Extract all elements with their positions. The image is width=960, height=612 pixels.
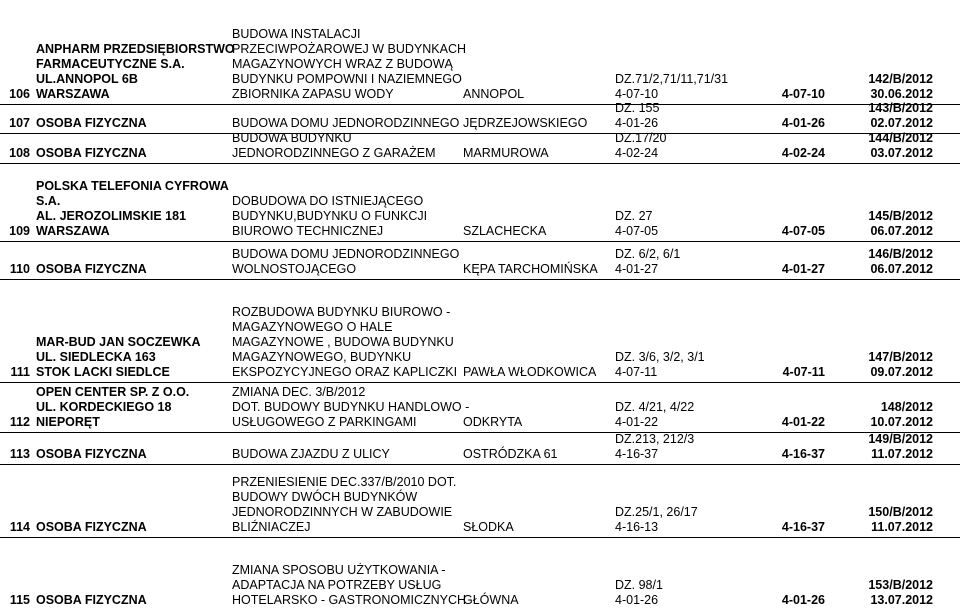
date-line: 4-01-26 xyxy=(781,593,825,607)
table-row xyxy=(0,133,960,163)
investor-line: ANPHARM PRZEDSIĘBIORSTWO xyxy=(36,42,235,56)
row-number: 113 xyxy=(9,447,30,461)
date-line: 4-07-11 xyxy=(782,365,825,379)
description-line: JEDNORODZINNEGO Z GARAŻEM xyxy=(232,146,436,160)
location-cell xyxy=(463,87,524,102)
date-line: 4-07-10 xyxy=(781,87,825,101)
description-cell xyxy=(232,116,459,131)
plot-line: 4-07-10 xyxy=(615,87,659,101)
location-line: MARMUROWA xyxy=(463,146,549,160)
description-line: BUDOWA INSTALACJI xyxy=(232,27,361,41)
decision-number: 143/B/2012 xyxy=(868,101,933,115)
investor-cell xyxy=(36,385,189,430)
investor-cell xyxy=(36,335,201,380)
description-line: BUDOWA DOMU JEDNORODZINNEGO xyxy=(232,247,460,261)
plot-line: DZ. 27 xyxy=(615,209,653,223)
description-line: ZBIORNIKA ZAPASU WODY xyxy=(232,87,394,101)
description-cell xyxy=(232,247,459,277)
description-cell xyxy=(232,194,427,239)
investor-line: OSOBA FIZYCZNA xyxy=(36,262,147,276)
plot-cell xyxy=(615,505,698,535)
plot-line: DZ.17/20 xyxy=(615,131,667,145)
plot-line: 4-16-13 xyxy=(615,520,659,534)
row-number: 109 xyxy=(9,224,30,238)
table-row xyxy=(0,279,960,382)
description-line: MAGAZYNOWYCH WRAZ Z BUDOWĄ xyxy=(232,57,453,71)
investor-line: OSOBA FIZYCZNA xyxy=(36,146,147,160)
decision-date: 11.07.2012 xyxy=(871,520,933,534)
plot-cell xyxy=(615,400,694,430)
row-number: 110 xyxy=(9,262,30,276)
table-row xyxy=(0,537,960,610)
table-row xyxy=(0,382,960,432)
decision-cell xyxy=(868,131,933,161)
description-line: BUDOWA BUDYNKU xyxy=(232,131,352,145)
plot-line: 4-01-26 xyxy=(615,116,659,130)
description-line: JEDNORODZINNYCH W ZABUDOWIE xyxy=(232,505,453,519)
description-line: EKSPOZYCYJNEGO ORAZ KAPLICZKI xyxy=(232,365,458,379)
table-row xyxy=(0,101,960,133)
date-cell xyxy=(782,447,825,462)
description-line: MAGAZYNOWEGO, BUDYNKU xyxy=(232,350,412,364)
description-cell xyxy=(232,385,469,430)
investor-line: FARMACEUTYCZNE S.A. xyxy=(36,57,185,71)
plot-line: 4-01-27 xyxy=(615,262,659,276)
date-line: 4-16-37 xyxy=(781,447,825,461)
plot-line: 4-01-22 xyxy=(615,415,659,429)
description-line: BLIŹNIACZEJ xyxy=(232,520,311,534)
investor-line: OSOBA FIZYCZNA xyxy=(36,447,147,461)
decision-cell xyxy=(868,101,933,131)
investor-cell xyxy=(36,447,147,462)
description-line: ADAPTACJA NA POTRZEBY USŁUG xyxy=(232,578,442,592)
investor-line: STOK LACKI SIEDLCE xyxy=(36,365,170,379)
decision-number: 150/B/2012 xyxy=(868,505,933,519)
decision-date: 09.07.2012 xyxy=(870,365,933,379)
description-line: ZMIANA SPOSOBU UŻYTKOWANIA - xyxy=(232,563,446,577)
investor-line: OPEN CENTER SP. Z O.O. xyxy=(36,385,190,399)
description-line: MAGAZYNOWEGO O HALE xyxy=(232,320,393,334)
table-row xyxy=(0,432,960,464)
plot-cell xyxy=(615,350,705,380)
decision-cell xyxy=(868,505,933,535)
description-cell xyxy=(232,131,435,161)
date-line: 4-01-27 xyxy=(781,262,825,276)
location-cell xyxy=(463,415,522,430)
plot-line: DZ.213, 212/3 xyxy=(615,432,695,446)
description-line: HOTELARSKO - GASTRONOMICZNYCH xyxy=(232,593,467,607)
description-line: PRZECIWPOŻAROWEJ W BUDYNKACH xyxy=(232,42,467,56)
investor-cell xyxy=(36,262,147,277)
investor-line: AL. JEROZOLIMSKIE 181 xyxy=(36,209,187,223)
decision-date: 06.07.2012 xyxy=(870,224,933,238)
decision-cell xyxy=(870,400,933,430)
description-line: DOT. BUDOWY BUDYNKU HANDLOWO - xyxy=(232,400,470,414)
plot-line: DZ. 4/21, 4/22 xyxy=(615,400,695,414)
plot-cell xyxy=(615,578,663,608)
investor-line: WARSZAWA xyxy=(36,224,110,238)
decision-date: 03.07.2012 xyxy=(870,146,933,160)
description-line: PRZENIESIENIE DEC.337/B/2010 DOT. xyxy=(232,475,457,489)
location-line: SŁODKA xyxy=(463,520,514,534)
decision-number: 142/B/2012 xyxy=(868,72,933,86)
date-line: 4-07-05 xyxy=(781,224,825,238)
location-cell xyxy=(463,262,598,277)
plot-line: DZ.25/1, 26/17 xyxy=(615,505,698,519)
decision-number: 149/B/2012 xyxy=(868,432,933,446)
row-number: 114 xyxy=(9,520,30,534)
location-cell xyxy=(463,146,549,161)
plot-cell xyxy=(615,432,694,462)
description-line: BIUROWO TECHNICZNEJ xyxy=(232,224,384,238)
investor-line: OSOBA FIZYCZNA xyxy=(36,116,147,130)
location-line: KĘPA TARCHOMIŃSKA xyxy=(463,262,598,276)
location-cell xyxy=(463,365,596,380)
date-cell xyxy=(782,146,825,161)
table-row xyxy=(0,20,960,104)
date-cell xyxy=(782,224,825,239)
decision-date: 30.06.2012 xyxy=(870,87,933,101)
investor-line: UL.ANNOPOL 6B xyxy=(36,72,138,86)
plot-line: DZ. 98/1 xyxy=(615,578,663,592)
location-line: PAWŁA WŁODKOWICA xyxy=(463,365,597,379)
investor-cell xyxy=(36,116,147,131)
date-line: 4-02-24 xyxy=(781,146,825,160)
description-line: DOBUDOWA DO ISTNIEJĄCEGO xyxy=(232,194,424,208)
investor-line: POLSKA TELEFONIA CYFROWA xyxy=(36,179,229,193)
date-cell xyxy=(782,415,825,430)
decision-number: 144/B/2012 xyxy=(868,131,933,145)
decision-number: 148/2012 xyxy=(880,400,933,414)
investor-cell xyxy=(36,520,147,535)
location-cell xyxy=(463,447,557,462)
location-line: GŁÓWNA xyxy=(463,593,519,607)
decision-cell xyxy=(868,247,933,277)
description-cell xyxy=(232,305,457,380)
date-cell xyxy=(782,116,825,131)
decision-date: 11.07.2012 xyxy=(871,447,933,461)
location-cell xyxy=(463,116,587,131)
description-line: MAGAZYNOWE , BUDOWA BUDYNKU xyxy=(232,335,454,349)
plot-line: DZ. 3/6, 3/2, 3/1 xyxy=(615,350,705,364)
description-line: WOLNOSTOJĄCEGO xyxy=(232,262,357,276)
description-line: BUDYNKU POMPOWNI I NAZIEMNEGO xyxy=(232,72,462,86)
date-cell xyxy=(782,593,825,608)
plot-line: DZ. 6/2, 6/1 xyxy=(615,247,681,261)
location-cell xyxy=(463,593,519,608)
location-line: JĘDRZEJOWSKIEGO xyxy=(463,116,588,130)
investor-line: S.A. xyxy=(36,194,61,208)
description-cell xyxy=(232,27,466,102)
investor-line: MAR-BUD JAN SOCZEWKA xyxy=(36,335,201,349)
investor-cell xyxy=(36,146,147,161)
decision-cell xyxy=(868,432,933,462)
date-cell xyxy=(782,520,825,535)
plot-cell xyxy=(615,131,666,161)
investor-line: WARSZAWA xyxy=(36,87,110,101)
decision-number: 145/B/2012 xyxy=(868,209,933,223)
description-line: BUDYNKU,BUDYNKU O FUNKCJI xyxy=(232,209,428,223)
plot-cell xyxy=(615,209,658,239)
row-number: 115 xyxy=(9,593,30,607)
row-number: 107 xyxy=(9,116,30,130)
decision-cell xyxy=(868,72,933,102)
investor-line: UL. SIEDLECKA 163 xyxy=(36,350,156,364)
investor-line: OSOBA FIZYCZNA xyxy=(36,593,147,607)
investor-cell xyxy=(36,179,229,239)
row-number: 106 xyxy=(9,87,30,101)
location-line: OSTRÓDZKA 61 xyxy=(463,447,558,461)
decision-date: 02.07.2012 xyxy=(870,116,933,130)
decision-cell xyxy=(868,578,933,608)
plot-line: DZ. 155 xyxy=(615,101,660,115)
location-line: ANNOPOL xyxy=(463,87,525,101)
plot-cell xyxy=(615,101,659,131)
decision-date: 13.07.2012 xyxy=(870,593,933,607)
investor-cell xyxy=(36,42,235,102)
plot-cell xyxy=(615,247,680,277)
description-line: ZMIANA DEC. 3/B/2012 xyxy=(232,385,366,399)
investor-cell xyxy=(36,593,147,608)
plot-line: 4-07-11 xyxy=(615,365,658,379)
description-line: BUDOWA ZJAZDU Z ULICY xyxy=(232,447,390,461)
decision-cell xyxy=(868,350,933,380)
description-cell xyxy=(232,563,466,608)
row-number: 112 xyxy=(9,415,30,429)
date-line: 4-16-37 xyxy=(781,520,825,534)
description-line: BUDOWY DWÓCH BUDYNKÓW xyxy=(232,490,418,504)
description-cell xyxy=(232,475,456,535)
location-cell xyxy=(463,224,546,239)
table-row xyxy=(0,241,960,279)
investor-line: OSOBA FIZYCZNA xyxy=(36,520,147,534)
table-row xyxy=(0,163,960,241)
decision-number: 146/B/2012 xyxy=(868,247,933,261)
plot-line: 4-07-05 xyxy=(615,224,659,238)
investor-line: NIEPORĘT xyxy=(36,415,100,429)
plot-line: DZ.71/2,71/11,71/31 xyxy=(615,72,729,86)
row-number: 108 xyxy=(9,146,30,160)
date-cell xyxy=(782,87,825,102)
decision-cell xyxy=(868,209,933,239)
date-line: 4-01-26 xyxy=(781,116,825,130)
investor-line: UL. KORDECKIEGO 18 xyxy=(36,400,172,414)
row-number: 111 xyxy=(10,365,30,379)
table-row xyxy=(0,464,960,537)
location-line: SZLACHECKA xyxy=(463,224,547,238)
plot-line: 4-16-37 xyxy=(615,447,659,461)
description-cell xyxy=(232,447,390,462)
decision-number: 153/B/2012 xyxy=(868,578,933,592)
plot-cell xyxy=(615,72,728,102)
decision-date: 06.07.2012 xyxy=(870,262,933,276)
location-cell xyxy=(463,520,514,535)
plot-line: 4-01-26 xyxy=(615,593,659,607)
date-cell xyxy=(783,365,825,380)
plot-line: 4-02-24 xyxy=(615,146,659,160)
description-line: BUDOWA DOMU JEDNORODZINNEGO xyxy=(232,116,460,130)
date-line: 4-01-22 xyxy=(781,415,825,429)
date-cell xyxy=(782,262,825,277)
decision-number: 147/B/2012 xyxy=(868,350,933,364)
location-line: ODKRYTA xyxy=(463,415,523,429)
decision-date: 10.07.2012 xyxy=(870,415,933,429)
description-line: USŁUGOWEGO Z PARKINGAMI xyxy=(232,415,417,429)
description-line: ROZBUDOWA BUDYNKU BIUROWO - xyxy=(232,305,451,319)
